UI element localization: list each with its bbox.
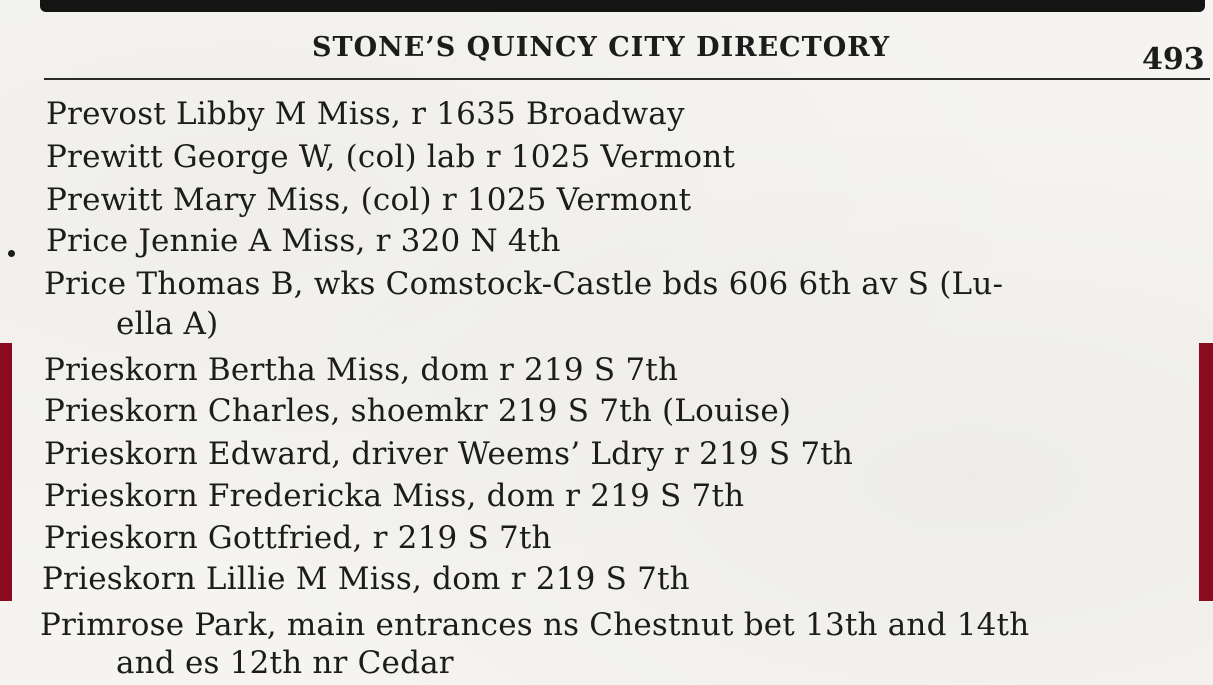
entry-primrose-park-continued: and es 12th nr Cedar: [116, 645, 454, 681]
entry-price-jennie: Price Jennie A Miss, r 320 N 4th: [46, 223, 561, 259]
entry-prieskorn-gottfried: Prieskorn Gottfried, r 219 S 7th: [44, 520, 552, 556]
entry-price-thomas: Price Thomas B, wks Comstock-Castle bds 606 6th av S (Lu-: [44, 266, 1004, 302]
page-title: STONE’S QUINCY CITY DIRECTORY: [312, 32, 891, 63]
entry-prieskorn-edward: Prieskorn Edward, driver Weems’ Ldry r 219 S 7th: [44, 436, 854, 472]
entry-prewitt-mary: Prewitt Mary Miss, (col) r 1025 Vermont: [46, 182, 692, 218]
entry-prieskorn-lillie: Prieskorn Lillie M Miss, dom r 219 S 7th: [42, 561, 690, 597]
entry-primrose-park: Primrose Park, main entrances ns Chestnut bet 13th and 14th: [40, 607, 1030, 643]
entry-prieskorn-bertha: Prieskorn Bertha Miss, dom r 219 S 7th: [44, 352, 679, 388]
page-number: 493: [1142, 42, 1205, 77]
entry-prieskorn-charles: Prieskorn Charles, shoemkr 219 S 7th (Louise): [44, 393, 792, 429]
entry-prewitt-george: Prewitt George W, (col) lab r 1025 Vermont: [46, 139, 736, 175]
entry-prieskorn-fredericka: Prieskorn Fredericka Miss, dom r 219 S 7th: [44, 478, 745, 514]
entry-price-thomas-continued: ella A): [116, 306, 219, 342]
entry-prevost-libby: Prevost Libby M Miss, r 1635 Broadway: [46, 96, 685, 132]
